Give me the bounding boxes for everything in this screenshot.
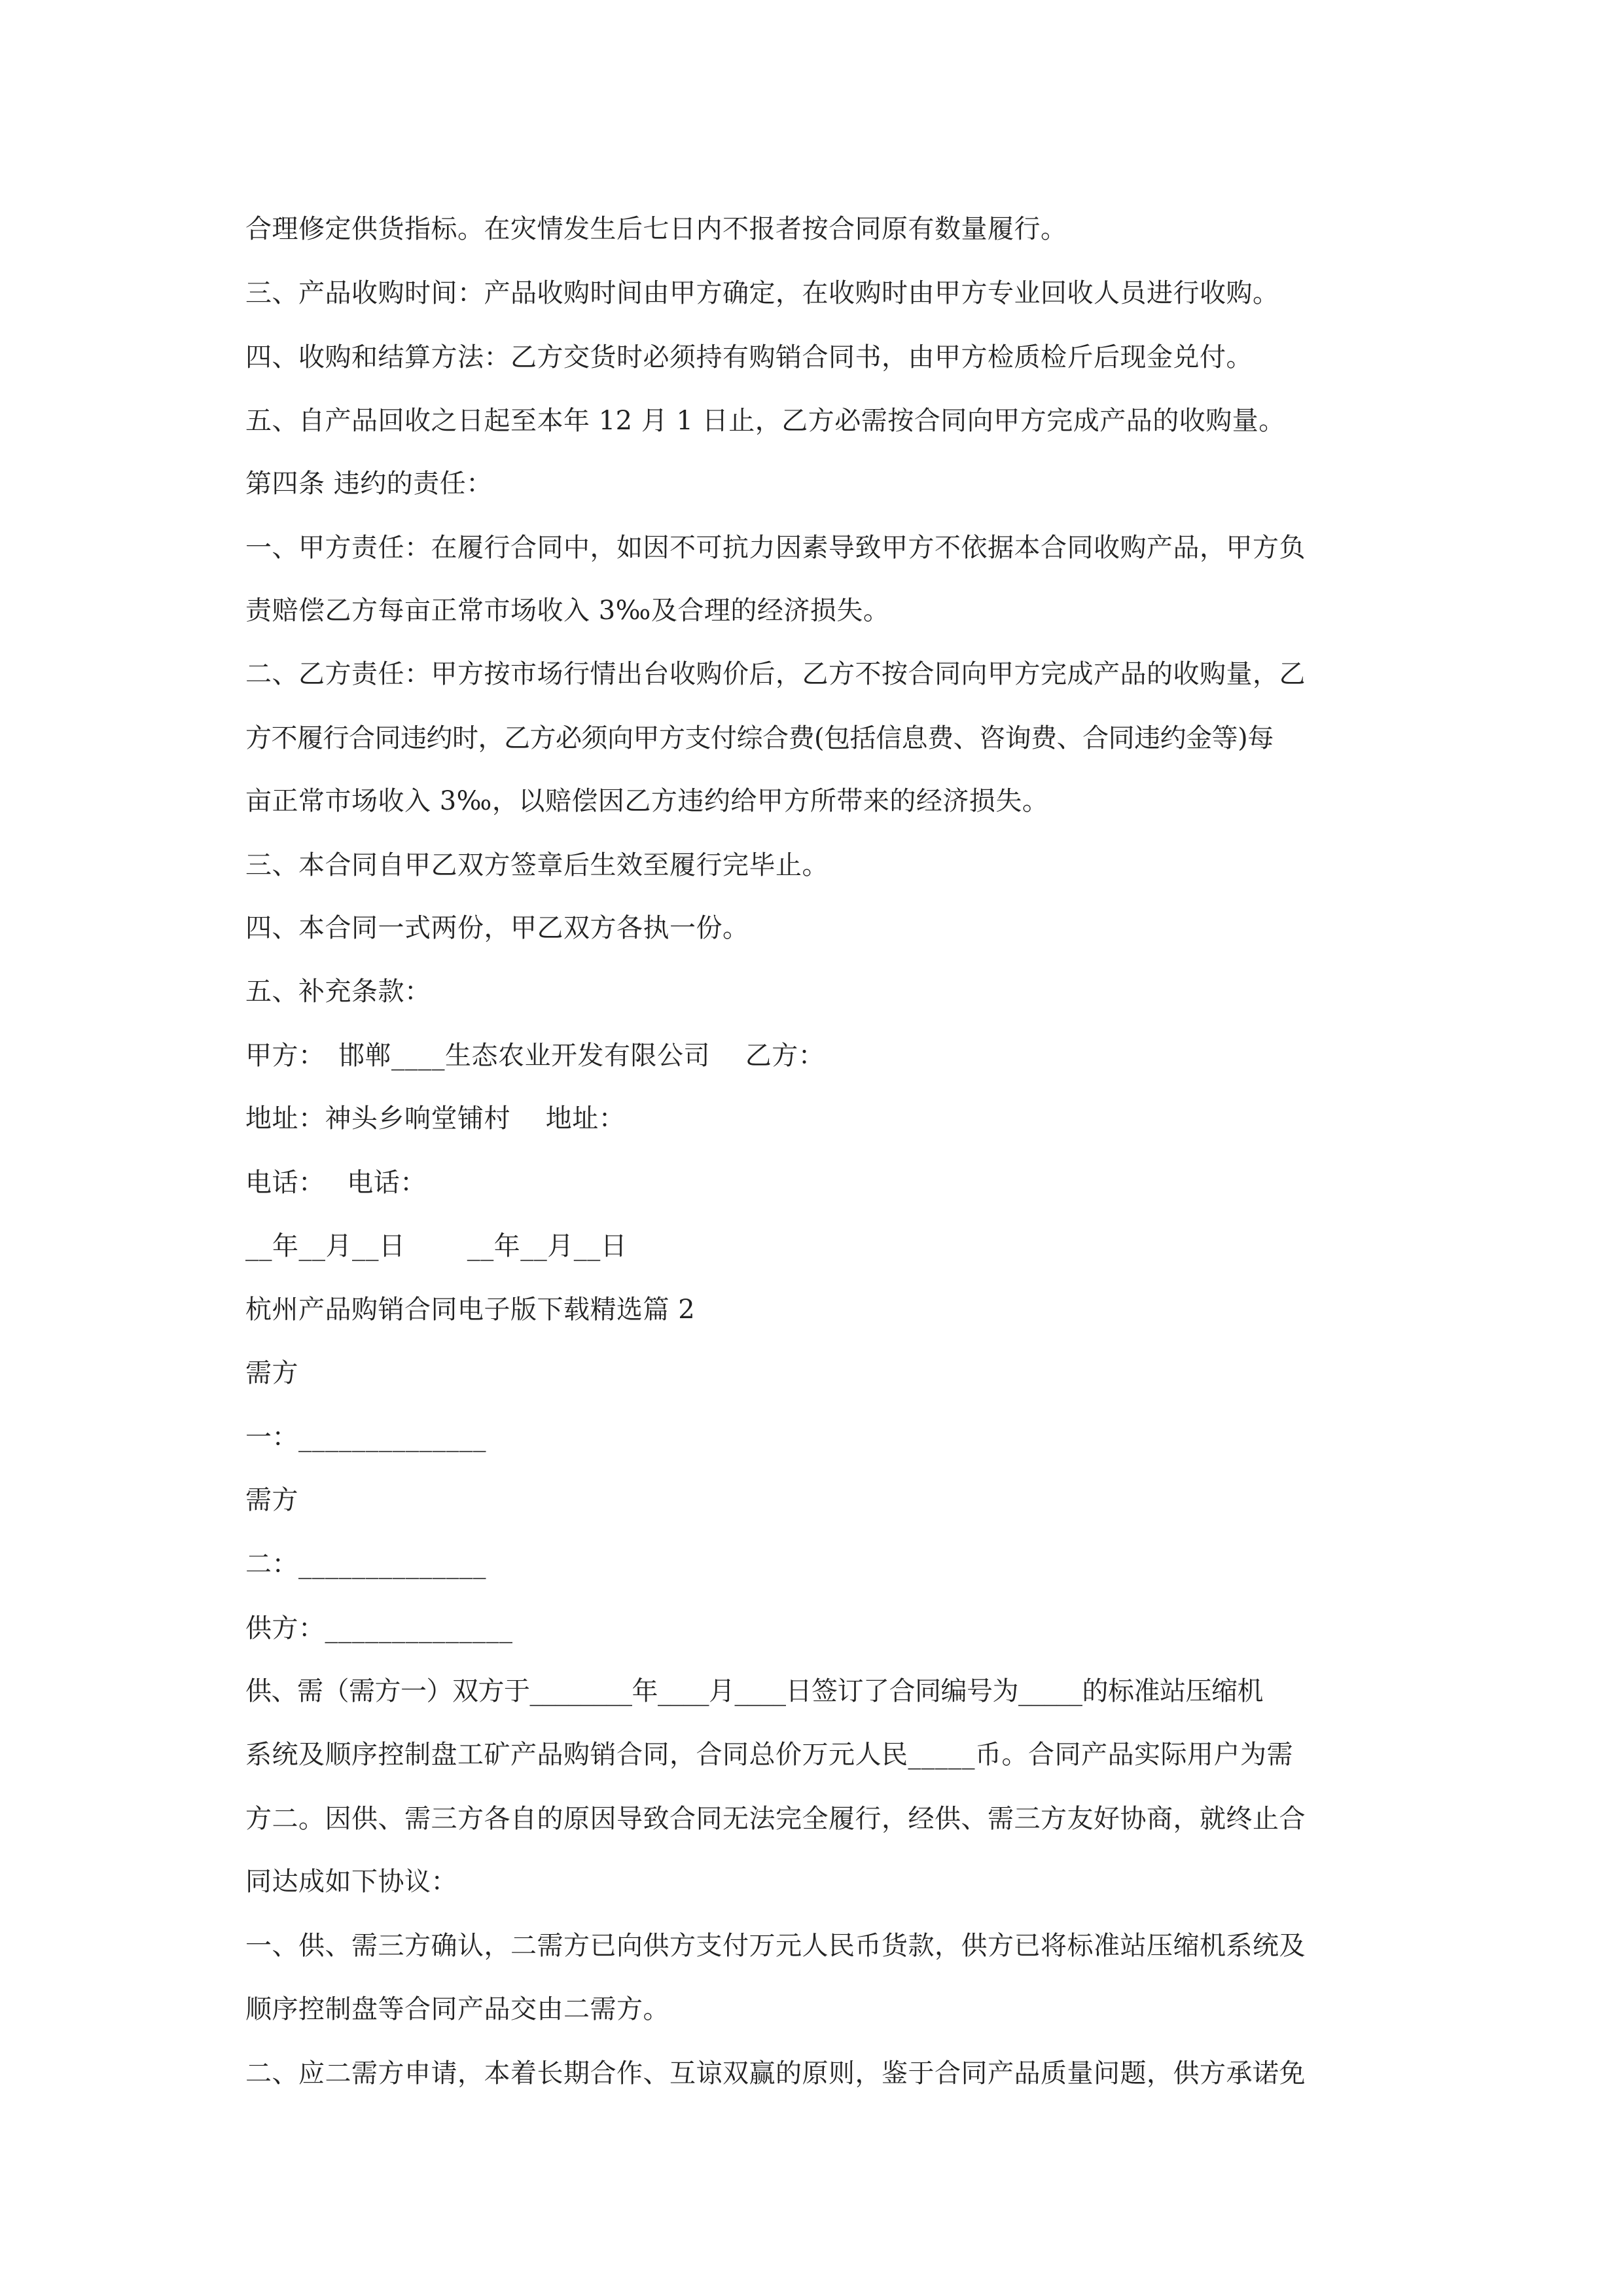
text-line: 同达成如下协议： (245, 1867, 457, 1897)
text-line: 二：______________ (245, 1549, 486, 1579)
text-line: 三、产品收购时间：产品收购时间由甲方确定，在收购时由甲方专业回收人员进行收购。 (245, 278, 1279, 308)
text-line: 三、本合同自甲乙双方签章后生效至履行完毕止。 (245, 850, 829, 880)
text-line: 一、供、需三方确认，二需方已向供方支付万元人民币货款，供方已将标准站压缩机系统及 (245, 1931, 1306, 1961)
text-line: 五、自产品回收之日起至本年 12 月 1 日止，乙方必需按合同向甲方完成产品的收购量。 (245, 406, 1285, 436)
party-a-line: 甲方： 邯郸____生态农业开发有限公司 乙方： (245, 1041, 825, 1071)
text-line: 二、应二需方申请，本着长期合作、互谅双赢的原则，鉴于合同产品质量问题，供方承诺免 (245, 2058, 1306, 2089)
text-line: 系统及顺序控制盘工矿产品购销合同，合同总价万元人民_____币。合同产品实际用户为需 (245, 1740, 1293, 1770)
date-line: __年__月__日 __年__月__日 (245, 1231, 628, 1261)
text-line: 方不履行合同违约时，乙方必须向甲方支付综合费(包括信息费、咨询费、合同违约金等)每 (245, 723, 1274, 753)
text-line: 四、本合同一式两份，甲乙双方各执一份。 (245, 913, 749, 943)
text-line: 责赔偿乙方每亩正常市场收入 3‰及合理的经济损失。 (245, 596, 890, 626)
text-line: 顺序控制盘等合同产品交由二需方。 (245, 1994, 669, 2024)
text-line: 二、乙方责任：甲方按市场行情出台收购价后，乙方不按合同向甲方完成产品的收购量，乙 (245, 659, 1306, 689)
text-line: 四、收购和结算方法：乙方交货时必须持有购销合同书，由甲方检质检斤后现金兑付。 (245, 342, 1253, 372)
text-line: 一、甲方责任：在履行合同中，如因不可抗力因素导致甲方不依据本合同收购产品，甲方负 (245, 533, 1306, 563)
text-line: 亩正常市场收入 3‰，以赔偿因乙方违约给甲方所带来的经济损失。 (245, 786, 1049, 816)
phone-line: 电话： 电话： (245, 1168, 427, 1198)
text-line: 一：______________ (245, 1422, 486, 1452)
section-heading: 第四条 违约的责任： (245, 469, 493, 499)
text-line: 需方 (245, 1358, 298, 1388)
text-line: 五、补充条款： (245, 977, 431, 1007)
text-line: 供、需（需方一）双方于________年____月____日签订了合同编号为_____的标准站压缩机 (245, 1676, 1263, 1706)
text-line: 合理修定供货指标。在灾情发生后七日内不报者按合同原有数量履行。 (245, 214, 1067, 244)
text-line: 方二。因供、需三方各自的原因导致合同无法完全履行，经供、需三方友好协商，就终止合 (245, 1804, 1306, 1834)
address-line: 地址：神头乡响堂铺村 地址： (245, 1103, 626, 1134)
text-line: 供方：______________ (245, 1613, 513, 1643)
text-line: 需方 (245, 1485, 298, 1515)
document-title: 杭州产品购销合同电子版下载精选篇 2 (245, 1295, 696, 1325)
